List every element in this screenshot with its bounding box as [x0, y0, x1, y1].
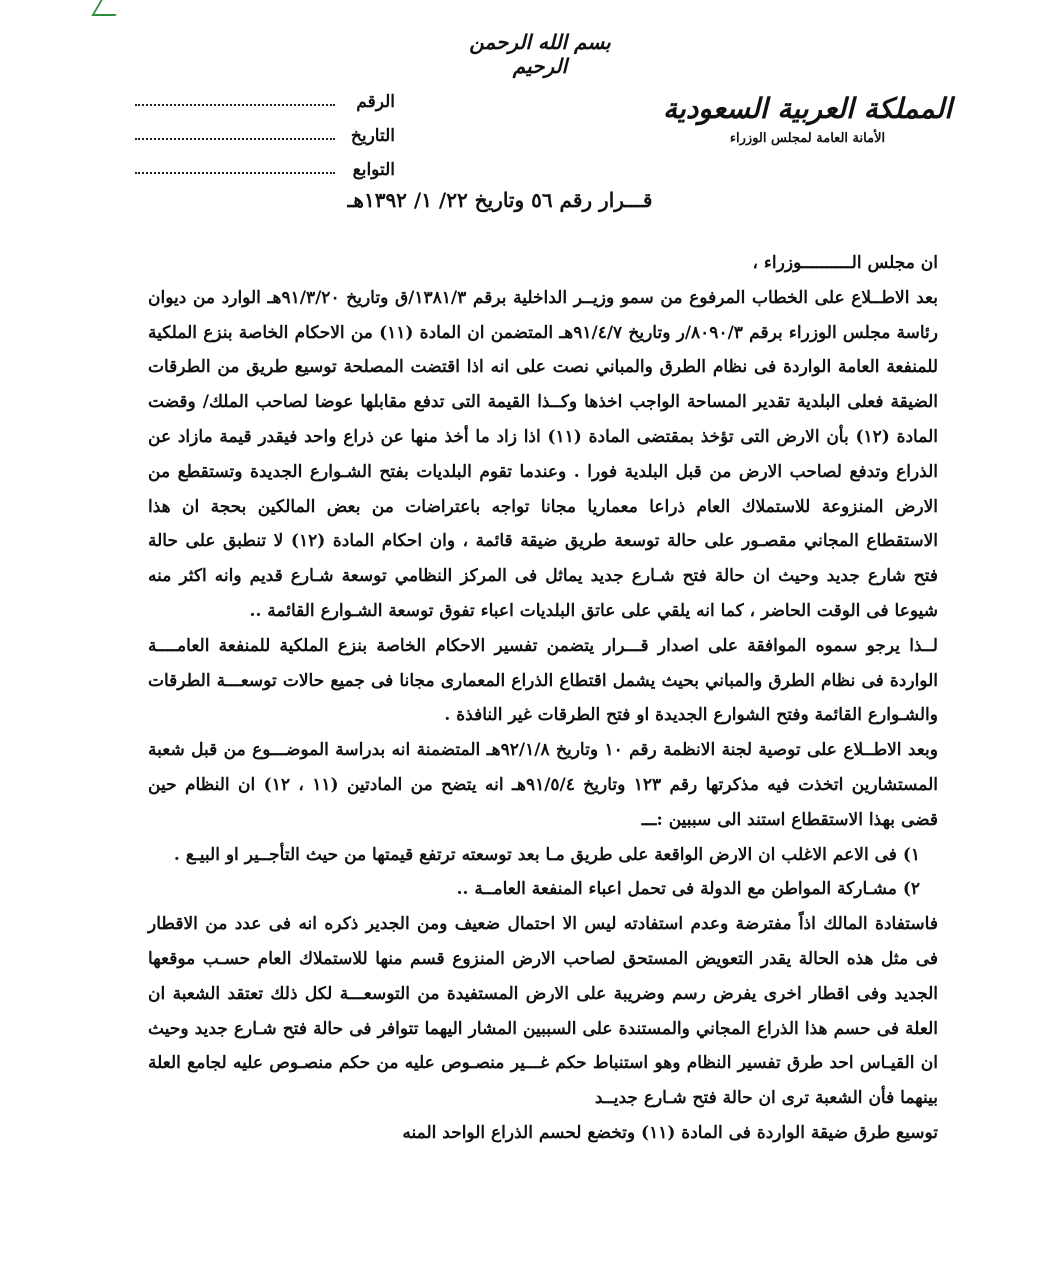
reference-fields — [135, 78, 395, 180]
organization-header — [663, 92, 952, 146]
ref-number-row — [135, 78, 395, 112]
org-subtitle: الأمانة العامة لمجلس الوزراء — [729, 131, 886, 146]
ref-date-dots — [135, 138, 335, 140]
decision-line: قـــرار رقم ٥٦ وتاريخ ٢٢/ ١/ ١٣٩٢هـ — [347, 188, 653, 212]
ref-date-label: التاريخ — [350, 126, 395, 146]
paragraph: بعد الاطــلاع على الخطاب المرفوع من سمو وزيــر الداخلية برقم ١٣٨١/٣/ق وتاريخ ٩١/٣/٢٠هـ الوارد من ديوان رئاسة مجلس الوزراء برقم ٨٠٩٠/٣/ر وتاريخ ٩١/٤/٧هـ المتضمن ان المادة (١١) من الاحكام الخاصة بنزع الملكية للمنفعة العامة الواردة فى نظام الطرق والمباني نصت على انه اذا اقتضت المصلحة توسيع طريق من الطرقات الضيقة فعلى البلدية تقدير المساحة الواجب اخذها وكــذا القيمة التى تدفع مقابلها عوضا لصاحب الملك/ وقضت المادة (١٢) بأن الارض التى تؤخذ بمقتضى المادة (١١) اذا زاد ما أخذ منها عن ذراع واحد فيقدر قيمة مازاد عن الذراع وتدفع لصاحب الارض من قبل البلدية فورا . وعندما تقوم البلديات بفتح الشـوارع الجديدة وتستقطع من الارض المنزوعة للاستملاك العام ذراعا معماريا مجانا تواجه باعتراضات من بعض المالكين بحجة ان هذا الاستقطاع المجاني مقصـور على حالة توسعة طريق ضيقة قائمة ، وان احكام المادة (١٢) لا تنطبق على حالة فتح شارع جديد وحيث ان حالة فتح شـارع جديد يماثل فى المركز النظامي توسعة شـارع قديم وانه اكثر منه شيوعا فى الوقت الحاضر ، كما انه يلقي على عاتق البلديات اعباء تفوق توسعة الشـوارع القائمة .. — [148, 287, 938, 621]
ref-attachments-row — [135, 146, 395, 180]
paragraph: وبعد الاطــلاع على توصية لجنة الانظمة رقم ١٠ وتاريخ ٩٢/١/٨هـ المتضمنة انه بدراسة الموضـــوع من قبل شعبة المستشارين اتخذت فيه مذكرتها رقم ١٢٣ وتاريخ ٩١/٥/٤هـ انه يتضح من المادتين (١١ ، ١٢) ان النظام حين قضى بهذا الاستقطاع استند الى سببين :ـــ — [148, 740, 938, 830]
paragraph: لــذا يرجو سموه الموافقة على اصدار قـــرار يتضمن تفسير الاحكام الخاصة بنزع الملكية للمنفعة العامــــة الواردة فى نظام الطرق والمباني بحيث يشمل اقتطاع الذراع المعمارى مجانا فى جميع حالات توسعـــة الطرقات والشـوارع القائمة وفتح الشوارع الجديدة او فتح الطرقات غير النافذة . — [148, 635, 938, 726]
ref-number-dots — [135, 104, 335, 106]
ref-number-label: الرقم — [356, 92, 395, 112]
paragraph: فاستفادة المالك اذاً مفترضة وعدم استفادته ليس الا احتمال ضعيف ومن الجدير ذكره انه فى عدد من الاقطار فى مثل هذه الحالة يقدر التعويض المستحق لصاحب الارض المنزوع قسم منها للاستملاك العام حسـب موقعها الجديد وفى اقطار اخرى يفرض رسم وضريبة على الارض المستفيدة من التوسعـــة لكل ذلك تعتقد الشعبة ان العلة فى حسم هذا الذراع المجاني والمستندة على السببين المشار اليهما تتوافر فى حالة فتح شـارع جديد وحيث ان القيـاس احد طرق تفسير النظام وهو استنباط حكم غـــير منصـوص عليه من حكم منصـوص عليه لجامع العلة بينهما فأن الشعبة ترى ان حالة فتح شـارع جديــد — [148, 914, 938, 1109]
corner-mark — [91, 0, 124, 16]
opening-line: ان مجلس الــــــــــوزراء ، — [752, 253, 938, 273]
list-item: ٢) مشـاركة المواطن مع الدولة فى تحمل اعباء المنفعة العامــة .. — [456, 879, 920, 900]
ref-attachments-label: التوابع — [352, 160, 395, 180]
ref-attachments-dots — [135, 172, 335, 174]
org-name: المملكة العربية السعودية — [663, 92, 952, 125]
ref-date-row — [135, 112, 395, 146]
basmala: بسم الله الرحمن الرحيم — [469, 30, 611, 78]
list-item: ١) فى الاعم الاغلب ان الارض الواقعة على طريق مـا بعد توسعته ترتفع قيمتها من حيث التأجــير او البيـع . — [173, 844, 920, 865]
document-body — [148, 246, 938, 1151]
paragraph: توسيع طرق ضيقة الواردة فى المادة (١١) وتخضع لحسم الذراع الواحد المنه — [402, 1122, 938, 1143]
